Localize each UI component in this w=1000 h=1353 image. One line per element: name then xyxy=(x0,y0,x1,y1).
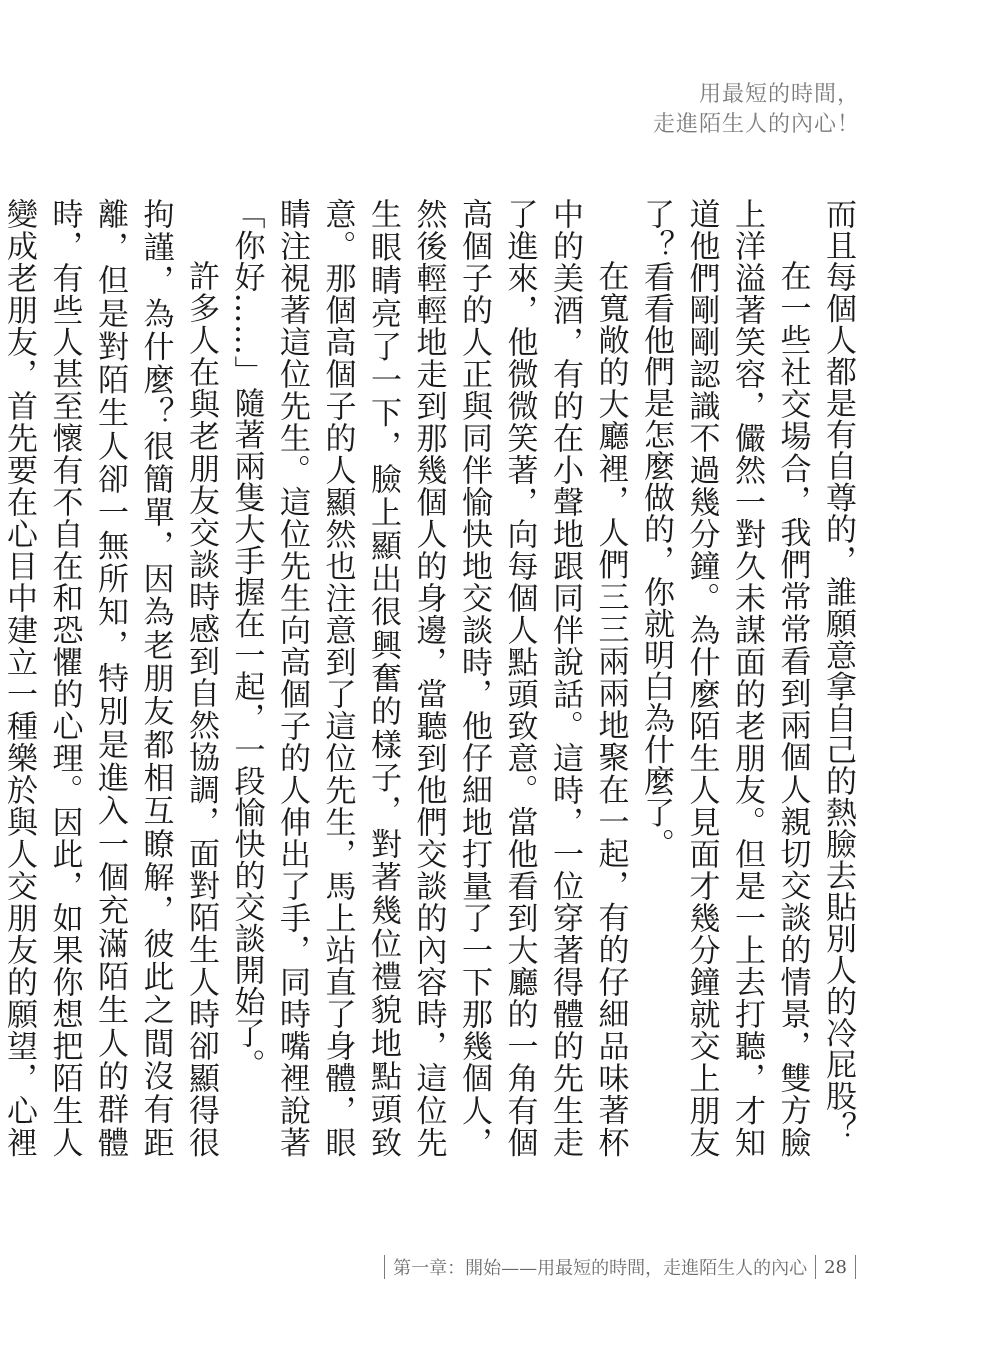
page-number: 28 xyxy=(824,1256,847,1278)
footer-divider xyxy=(855,1255,856,1279)
vertical-body-text xyxy=(1,198,860,1158)
running-header xyxy=(653,80,860,140)
footer-divider xyxy=(384,1255,385,1279)
paragraph: 在一些社交場合，我們常常看到兩個人親切交談的情景，雙方臉上洋溢著笑容，儼然一對久未謀面的老朋友。但是一上去打聽，才知道他們剛剛認識不過幾分鐘。為什麼陌生人見面才幾分鐘就交上朋友了？看看他們是怎麼做的，你就明白為什麼了。 xyxy=(638,198,811,1158)
footer-divider xyxy=(815,1255,816,1279)
running-header-line-2: 走進陌生人的內心！ xyxy=(652,112,860,137)
footer-chapter-title: 第一章：開始——用最短的時間，走進陌生人的內心 xyxy=(393,1258,808,1279)
paragraph: 許多人在與老朋友交談時感到自然協調，面對陌生人時卻顯得很拘謹，為什麼？很簡單，因為老朋友都相互瞭解，彼此之間沒有距離，但是對陌生人卻一無所知，特別是進入一個充滿陌生人的群體時，有些人甚至懷有不自在和恐懼的心理。因此，如果你想把陌生人變成老朋友，首先要在心目中建立一種樂於與人交朋友的願望，心裡 xyxy=(1,198,219,1158)
paragraph: 在寬敞的大廳裡，人們三三兩兩地聚在一起，有的仔細品味著杯中的美酒，有的在小聲地跟同伴說話。這時，一位穿著得體的先生走了進來，他微微笑著，向每個人點頭致意。當他看到大廳的一角有個高個子的人正與同伴愉快地交談時，他仔細地打量了一下那幾個人，然後輕輕地走到那幾個人的身邊，當聽到他們交談的內容時，這位先生眼睛亮了一下，臉上顯出很興奮的樣子，對著幾位禮貌地點頭致意。那個高個子的人顯然也注意到了這位先生，馬上站直了身體，眼睛注視著這位先生。這位先生向高個子的人伸出了手，同時嘴裡說著「你好……」隨著兩隻大手握在一起，一段愉快的交談開始了。 xyxy=(228,198,629,1158)
paragraph-continuation: 而且每個人都是有自尊的，誰願意拿自己的熱臉去貼別人的冷屁股？ xyxy=(820,198,856,1143)
running-header-line-1: 用最短的時間， xyxy=(698,82,860,107)
page-footer xyxy=(376,1252,864,1282)
